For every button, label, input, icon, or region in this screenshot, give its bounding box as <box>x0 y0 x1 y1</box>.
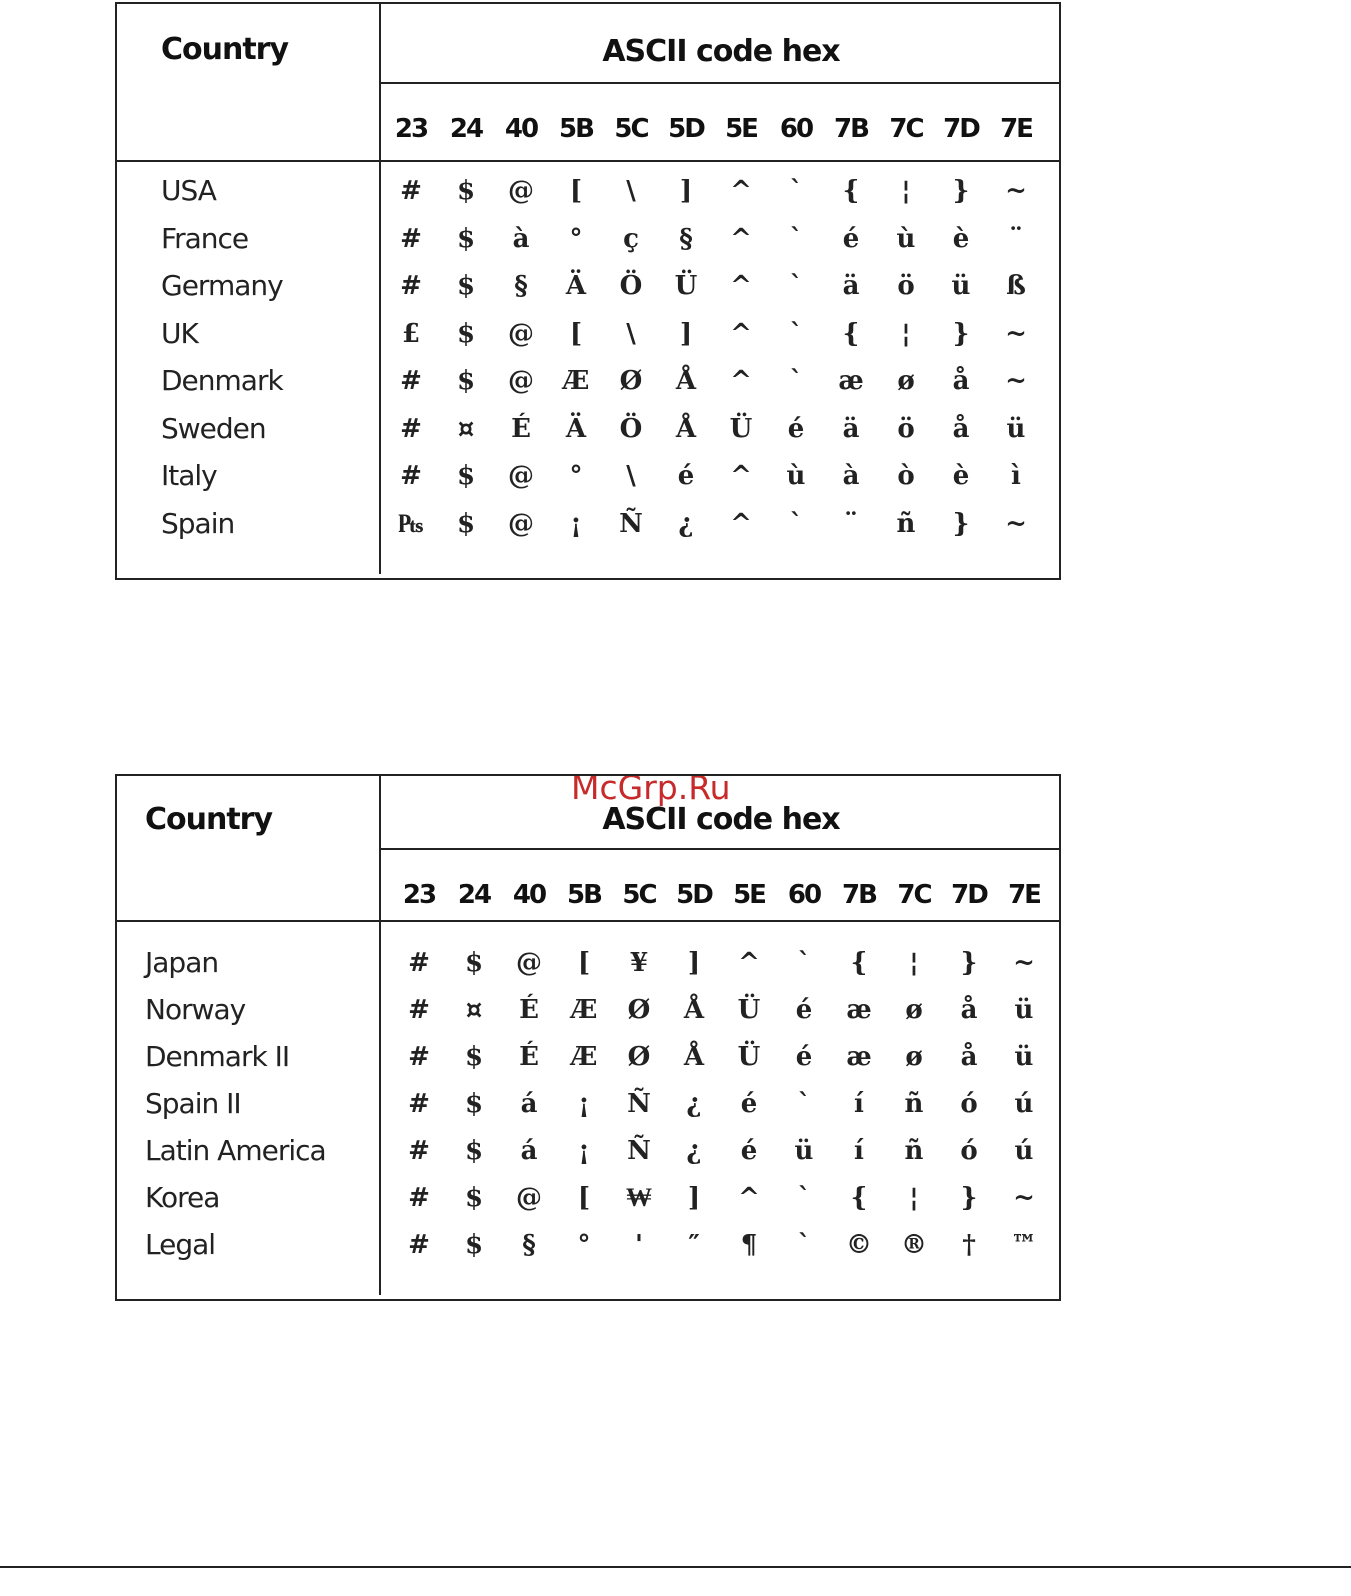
table-row <box>117 222 1059 268</box>
char-cell: ` <box>789 223 803 254</box>
char-cell: Å <box>675 366 697 396</box>
char-cell: § <box>514 271 528 301</box>
char-cell: # <box>400 461 422 491</box>
char-cell: å <box>960 1042 978 1072</box>
char-cell: Ü <box>737 1042 761 1072</box>
char-cell: å <box>952 413 970 444</box>
char-cell: é <box>795 1042 813 1072</box>
country-name: Germany <box>161 269 283 302</box>
char-cell: ¦ <box>909 1183 919 1213</box>
ascii-code-header: ASCII code hex <box>602 802 840 837</box>
table-row <box>117 1134 1059 1180</box>
char-cell: [ <box>569 318 583 349</box>
char-cell: [ <box>569 176 583 206</box>
char-cell: $ <box>464 1136 484 1166</box>
char-cell: à <box>512 223 530 254</box>
char-cell: ú <box>1014 1089 1034 1119</box>
char-cell: ^ <box>738 948 760 978</box>
char-cell: $ <box>456 176 476 206</box>
char-cell: ^ <box>730 271 752 301</box>
char-cell: ₩ <box>626 1183 652 1213</box>
char-cell: è <box>952 223 970 254</box>
char-cell: ä <box>842 413 860 444</box>
char-cell: # <box>400 271 422 301</box>
char-cell: # <box>400 176 422 206</box>
hex-code-5c: 5C <box>614 114 648 144</box>
char-cell: @ <box>508 318 534 349</box>
country-name: Denmark <box>161 364 283 397</box>
char-cell: Ö <box>619 271 643 301</box>
char-cell: $ <box>456 223 476 254</box>
country-name: USA <box>161 174 216 207</box>
char-cell: } <box>952 508 970 539</box>
char-cell: ™ <box>1011 1230 1037 1260</box>
hex-code-7e: 7E <box>1008 880 1040 910</box>
char-cell: Ö <box>619 413 643 444</box>
char-cell: ¤ <box>457 413 475 444</box>
char-cell: $ <box>464 948 484 978</box>
char-cell: ] <box>679 176 693 206</box>
hex-code-23: 23 <box>394 114 428 144</box>
char-cell: é <box>795 995 813 1025</box>
country-name: Spain <box>161 506 235 540</box>
char-cell: } <box>952 318 970 349</box>
char-cell: ñ <box>904 1136 924 1166</box>
char-cell: { <box>850 1183 868 1213</box>
char-cell: # <box>408 1183 430 1213</box>
char-cell: ] <box>687 948 701 978</box>
char-cell: ø <box>905 1042 923 1072</box>
char-cell: ¦ <box>909 948 919 978</box>
char-cell: $ <box>464 1042 484 1072</box>
char-cell: ~ <box>1013 1183 1035 1213</box>
hex-code-60: 60 <box>779 114 813 144</box>
char-cell: å <box>952 366 970 396</box>
char-cell: ¡ <box>578 1136 590 1166</box>
char-cell: } <box>960 948 978 978</box>
char-cell: ú <box>1014 1136 1034 1166</box>
char-cell: $ <box>456 271 476 301</box>
char-cell: é <box>740 1136 758 1166</box>
char-cell: ~ <box>1013 948 1035 978</box>
char-cell: ¡ <box>578 1089 590 1119</box>
char-cell: é <box>677 461 695 491</box>
char-cell: ¿ <box>678 508 694 539</box>
char-cell: { <box>850 948 868 978</box>
char-cell: æ <box>846 1042 872 1072</box>
char-cell: ó <box>960 1136 978 1166</box>
char-cell: $ <box>456 366 476 396</box>
char-cell: $ <box>464 1183 484 1213</box>
char-cell: á <box>520 1136 538 1166</box>
char-cell: ^ <box>730 366 752 396</box>
char-cell: ¦ <box>901 318 911 349</box>
char-cell: $ <box>464 1089 484 1119</box>
char-cell: ö <box>897 413 915 444</box>
hex-code-7b: 7B <box>834 114 868 144</box>
char-cell: ` <box>797 948 811 978</box>
char-cell: ` <box>789 366 803 396</box>
char-cell: \ <box>626 461 636 491</box>
country-header: Country <box>161 32 289 67</box>
char-cell: ` <box>797 1230 811 1260</box>
char-cell: ` <box>797 1089 811 1119</box>
char-cell: ^ <box>730 176 752 206</box>
char-cell: Ñ <box>619 508 643 539</box>
char-cell: @ <box>508 508 534 539</box>
country-name: France <box>161 221 249 255</box>
charset-table-2 <box>115 774 1061 1301</box>
footer-rule <box>0 1566 1351 1568</box>
char-cell: ü <box>1014 1042 1034 1072</box>
hex-code-7c: 7C <box>897 880 931 910</box>
char-cell: @ <box>508 461 534 491</box>
char-cell: ~ <box>1005 508 1027 539</box>
country-name: UK <box>161 316 198 350</box>
char-cell: @ <box>508 176 534 206</box>
char-cell: \ <box>626 318 636 349</box>
table-row <box>117 459 1059 505</box>
country-name: Sweden <box>161 411 266 445</box>
char-cell: ^ <box>730 318 752 349</box>
char-cell: ¿ <box>686 1089 702 1119</box>
char-cell: Æ <box>570 1042 598 1072</box>
char-cell: ` <box>789 176 803 206</box>
table-row <box>117 364 1059 410</box>
char-cell: ° <box>569 223 583 254</box>
char-cell: \ <box>626 176 636 206</box>
char-cell: Ä <box>565 271 587 301</box>
hex-code-7d: 7D <box>951 880 987 910</box>
char-cell: # <box>400 413 422 444</box>
country-name: Latin America <box>145 1134 326 1167</box>
char-cell: ó <box>960 1089 978 1119</box>
char-cell: ø <box>897 366 915 396</box>
table-row <box>117 1040 1059 1086</box>
char-cell: Ü <box>729 413 753 444</box>
char-cell: # <box>400 366 422 396</box>
table-row <box>117 412 1059 458</box>
char-cell: Ø <box>627 995 651 1025</box>
char-cell: $ <box>456 318 476 349</box>
header-divider <box>381 82 1059 84</box>
table-row <box>117 1087 1059 1133</box>
char-cell: ] <box>687 1183 701 1213</box>
char-cell: ñ <box>904 1089 924 1119</box>
char-cell: ù <box>896 223 916 254</box>
table-row <box>117 1181 1059 1227</box>
table-row <box>117 1228 1059 1274</box>
country-name: Korea <box>145 1181 220 1214</box>
table-row <box>117 946 1059 992</box>
char-cell: # <box>408 1089 430 1119</box>
char-cell: ¨ <box>844 508 858 539</box>
char-cell: § <box>522 1230 536 1260</box>
char-cell: Ñ <box>627 1089 651 1119</box>
char-cell: ` <box>789 271 803 301</box>
char-cell: ü <box>794 1136 814 1166</box>
char-cell: Ü <box>737 995 761 1025</box>
char-cell: ] <box>679 318 693 349</box>
char-cell: ® <box>901 1230 927 1260</box>
char-cell: Ü <box>674 271 698 301</box>
char-cell: ^ <box>730 508 752 539</box>
char-cell: ¦ <box>901 176 911 206</box>
char-cell: [ <box>577 948 591 978</box>
char-cell: @ <box>516 1183 542 1213</box>
hex-code-40: 40 <box>504 114 538 144</box>
char-cell: $ <box>456 508 476 539</box>
char-cell: æ <box>838 366 864 396</box>
hex-code-7c: 7C <box>889 114 923 144</box>
char-cell: ¥ <box>629 948 649 978</box>
char-cell: { <box>842 176 860 206</box>
char-cell: # <box>408 948 430 978</box>
char-cell: ₧ <box>398 508 424 539</box>
char-cell: } <box>952 176 970 206</box>
char-cell: ` <box>789 508 803 539</box>
char-cell: Ä <box>565 413 587 444</box>
country-name: Denmark II <box>145 1040 290 1073</box>
country-name: Norway <box>145 993 246 1026</box>
char-cell: ` <box>797 1183 811 1213</box>
hex-code-5d: 5D <box>668 114 704 144</box>
char-cell: í <box>854 1136 864 1166</box>
char-cell: # <box>408 1042 430 1072</box>
char-cell: Ø <box>627 1042 651 1072</box>
char-cell: Å <box>675 413 697 444</box>
char-cell: ¿ <box>686 1136 702 1166</box>
char-cell: ' <box>635 1230 643 1260</box>
hex-code-7b: 7B <box>842 880 876 910</box>
hex-code-5b: 5B <box>559 114 593 144</box>
char-cell: ″ <box>688 1230 700 1260</box>
char-cell: É <box>511 413 531 444</box>
header-divider <box>381 848 1059 850</box>
char-cell: ù <box>786 461 806 491</box>
table-row <box>117 269 1059 315</box>
char-cell: ` <box>789 318 803 349</box>
char-cell: # <box>408 1136 430 1166</box>
table-row <box>117 993 1059 1039</box>
char-cell: Æ <box>562 366 590 396</box>
country-header: Country <box>145 802 273 837</box>
char-cell: ö <box>897 271 915 301</box>
char-cell: © <box>846 1230 872 1260</box>
char-cell: # <box>408 995 430 1025</box>
char-cell: § <box>679 223 693 254</box>
char-cell: å <box>960 995 978 1025</box>
country-name: Japan <box>145 946 219 979</box>
char-cell: ^ <box>730 223 752 254</box>
char-cell: £ <box>401 318 421 349</box>
char-cell: Ø <box>619 366 643 396</box>
char-cell: ¶ <box>740 1230 758 1260</box>
hex-code-23: 23 <box>402 880 436 910</box>
hex-code-5e: 5E <box>725 114 757 144</box>
hex-code-24: 24 <box>457 880 491 910</box>
char-cell: $ <box>456 461 476 491</box>
char-cell: ò <box>897 461 915 491</box>
char-cell: ~ <box>1005 318 1027 349</box>
char-cell: @ <box>516 948 542 978</box>
char-cell: ä <box>842 271 860 301</box>
country-name: Italy <box>161 459 217 492</box>
char-cell: ° <box>577 1230 591 1260</box>
char-cell: # <box>408 1230 430 1260</box>
char-cell: ç <box>623 223 639 254</box>
char-cell: ¤ <box>465 995 483 1025</box>
char-cell: ¡ <box>570 508 582 539</box>
table-row <box>117 507 1059 553</box>
char-cell: @ <box>508 366 534 396</box>
charset-table-1 <box>115 2 1061 580</box>
char-cell: $ <box>464 1230 484 1260</box>
char-cell: { <box>842 318 860 349</box>
char-cell: ñ <box>896 508 916 539</box>
char-cell: [ <box>577 1183 591 1213</box>
char-cell: ü <box>1014 995 1034 1025</box>
char-cell: ~ <box>1005 366 1027 396</box>
char-cell: à <box>842 461 860 491</box>
hex-code-24: 24 <box>449 114 483 144</box>
hex-code-60: 60 <box>787 880 821 910</box>
char-cell: Å <box>683 995 705 1025</box>
hex-code-5c: 5C <box>622 880 656 910</box>
char-cell: ^ <box>738 1183 760 1213</box>
hex-code-40: 40 <box>512 880 546 910</box>
char-cell: Ñ <box>627 1136 651 1166</box>
char-cell: é <box>740 1089 758 1119</box>
char-cell: # <box>400 223 422 254</box>
hex-code-5b: 5B <box>567 880 601 910</box>
char-cell: † <box>962 1230 976 1260</box>
country-name: Spain II <box>145 1087 241 1120</box>
char-cell: ü <box>1006 413 1026 444</box>
char-cell: ü <box>951 271 971 301</box>
hex-code-row <box>381 114 1059 164</box>
hex-code-5d: 5D <box>676 880 712 910</box>
char-cell: è <box>952 461 970 491</box>
char-cell: ø <box>905 995 923 1025</box>
char-cell: í <box>854 1089 864 1119</box>
char-cell: É <box>519 1042 539 1072</box>
char-cell: á <box>520 1089 538 1119</box>
char-cell: ~ <box>1005 176 1027 206</box>
char-cell: ° <box>569 461 583 491</box>
hex-code-7e: 7E <box>1000 114 1032 144</box>
char-cell: é <box>842 223 860 254</box>
hex-code-5e: 5E <box>733 880 765 910</box>
char-cell: Å <box>683 1042 705 1072</box>
hex-code-row <box>381 880 1059 930</box>
char-cell: ¨ <box>1009 223 1023 254</box>
table-row <box>117 174 1059 220</box>
char-cell: é <box>787 413 805 444</box>
watermark: McGrp.Ru <box>571 768 731 807</box>
char-cell: } <box>960 1183 978 1213</box>
country-name: Legal <box>145 1228 216 1261</box>
char-cell: ^ <box>730 461 752 491</box>
char-cell: É <box>519 995 539 1025</box>
char-cell: ß <box>1006 271 1026 301</box>
table-row <box>117 317 1059 363</box>
ascii-code-header: ASCII code hex <box>602 34 840 69</box>
char-cell: ì <box>1011 461 1021 491</box>
hex-code-7d: 7D <box>943 114 979 144</box>
char-cell: æ <box>846 995 872 1025</box>
char-cell: Æ <box>570 995 598 1025</box>
